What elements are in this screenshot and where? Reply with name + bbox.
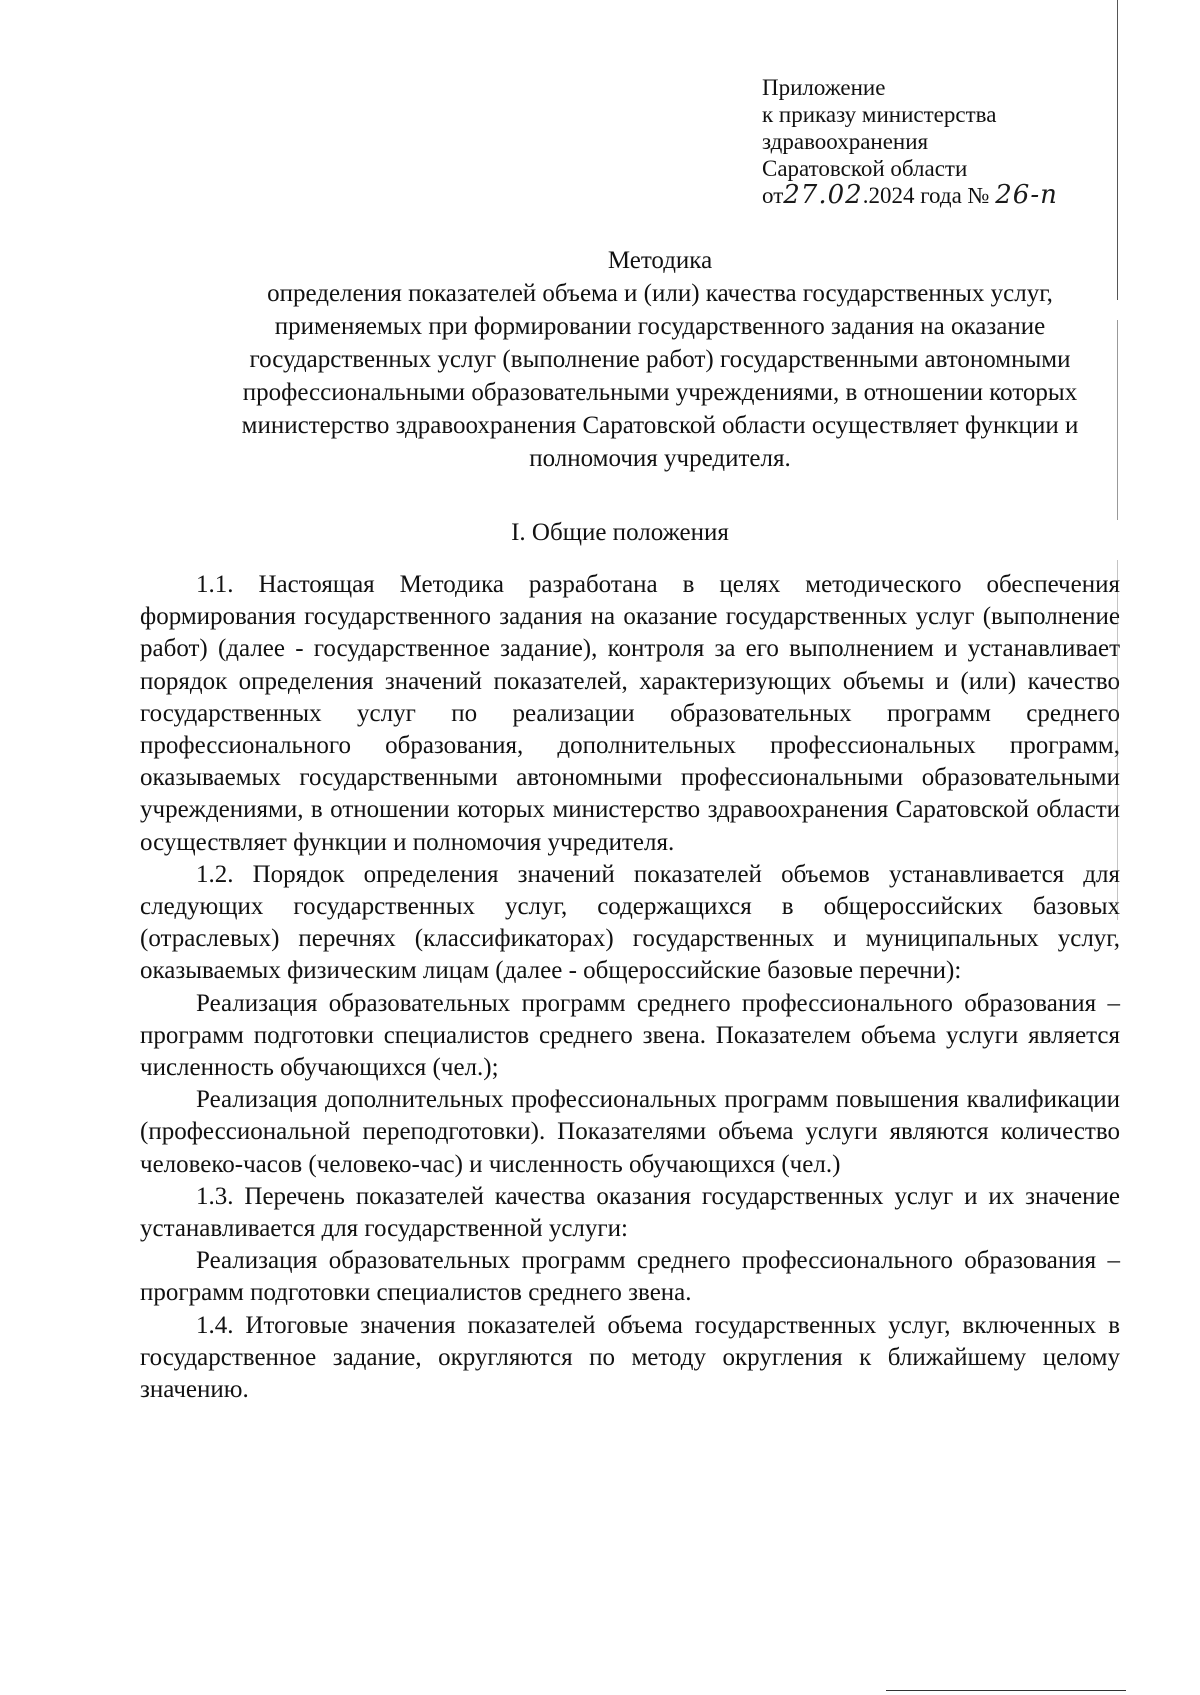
paragraph-1-3: 1.3. Перечень показателей качества оказания государственных услуг и их значение устанавливается для государственной услуги: bbox=[140, 1182, 1120, 1243]
paragraph-quality-service: Реализация образовательных программ среднего профессионального образования – программ подготовки специалистов среднего звена. bbox=[140, 1247, 1120, 1307]
handwritten-order-number: 26-п bbox=[995, 180, 1058, 210]
date-year: .2024 года № bbox=[862, 183, 990, 208]
document-body bbox=[140, 569, 1120, 1406]
document-title: Методика bbox=[607, 247, 713, 274]
appendix-line: Саратовской области bbox=[762, 156, 968, 181]
scan-edge-line bbox=[1117, 0, 1118, 300]
scan-edge-line bbox=[1117, 320, 1118, 520]
appendix-line: к приказу министерства bbox=[762, 102, 997, 127]
scan-edge-line bbox=[1117, 560, 1118, 920]
paragraph-service-dpo: Реализация дополнительных профессиональных программ повышения квалификации (профессиональной переподготовки). Показателями объема услуги являются количество человеко-часов (человеко-час) и численность обучающихся (чел.) bbox=[140, 1086, 1120, 1178]
appendix-line: здравоохранения bbox=[762, 129, 929, 154]
handwritten-date: 27.02 bbox=[783, 180, 863, 210]
document-subtitle: определения показателей объема и (или) качества государственных услуг, применяемых при формировании государственного задания на оказание государственных услуг (выполнение работ) государственными автономными профессиональными образовательными учреждениями, в отношении которых министерство здравоохранения Саратовской области осуществляет функции и полномочия учредителя. bbox=[241, 280, 1079, 472]
paragraph-1-4: 1.4. Итоговые значения показателей объема государственных услуг, включенных в государственное задание, округляются по методу округления к ближайшему целому значению. bbox=[140, 1311, 1120, 1404]
date-prefix: от bbox=[762, 183, 784, 208]
document-title-block bbox=[220, 244, 1100, 475]
paragraph-service-spo: Реализация образовательных программ среднего профессионального образования – программ подготовки специалистов среднего звена. Показателем объема услуги является численность обучающихся (чел.); bbox=[140, 989, 1120, 1082]
paragraph-1-1: 1.1. Настоящая Методика разработана в целях методического обеспечения формирования государственного задания на оказание государственных услуг (выполнение работ) (далее - государственное задание), контроля за его выполнением и устанавливает порядок определения значений показателей, характеризующих объемы и (или) качество государственных услуг по реализации образовательных программ среднего профессионального образования, дополнительных профессиональных программ, оказываемых государственными автономными профессиональными образовательными учреждениями, в отношении которых министерство здравоохранения Саратовской области осуществляет функции и полномочия учредителя. bbox=[140, 571, 1120, 856]
appendix-date-line bbox=[762, 182, 1092, 209]
appendix-block bbox=[762, 74, 1092, 209]
paragraph-1-2: 1.2. Порядок определения значений показателей объемов устанавливается для следующих государственных услуг, содержащихся в общероссийских базовых (отраслевых) перечнях (классификаторах) государственных и муниципальных услуг, оказываемых физическим лицам (далее - общероссийские базовые перечни): bbox=[140, 860, 1120, 985]
section-heading: I. Общие положения bbox=[511, 519, 729, 546]
appendix-line: Приложение bbox=[762, 75, 886, 100]
bottom-rule bbox=[886, 1690, 1126, 1691]
